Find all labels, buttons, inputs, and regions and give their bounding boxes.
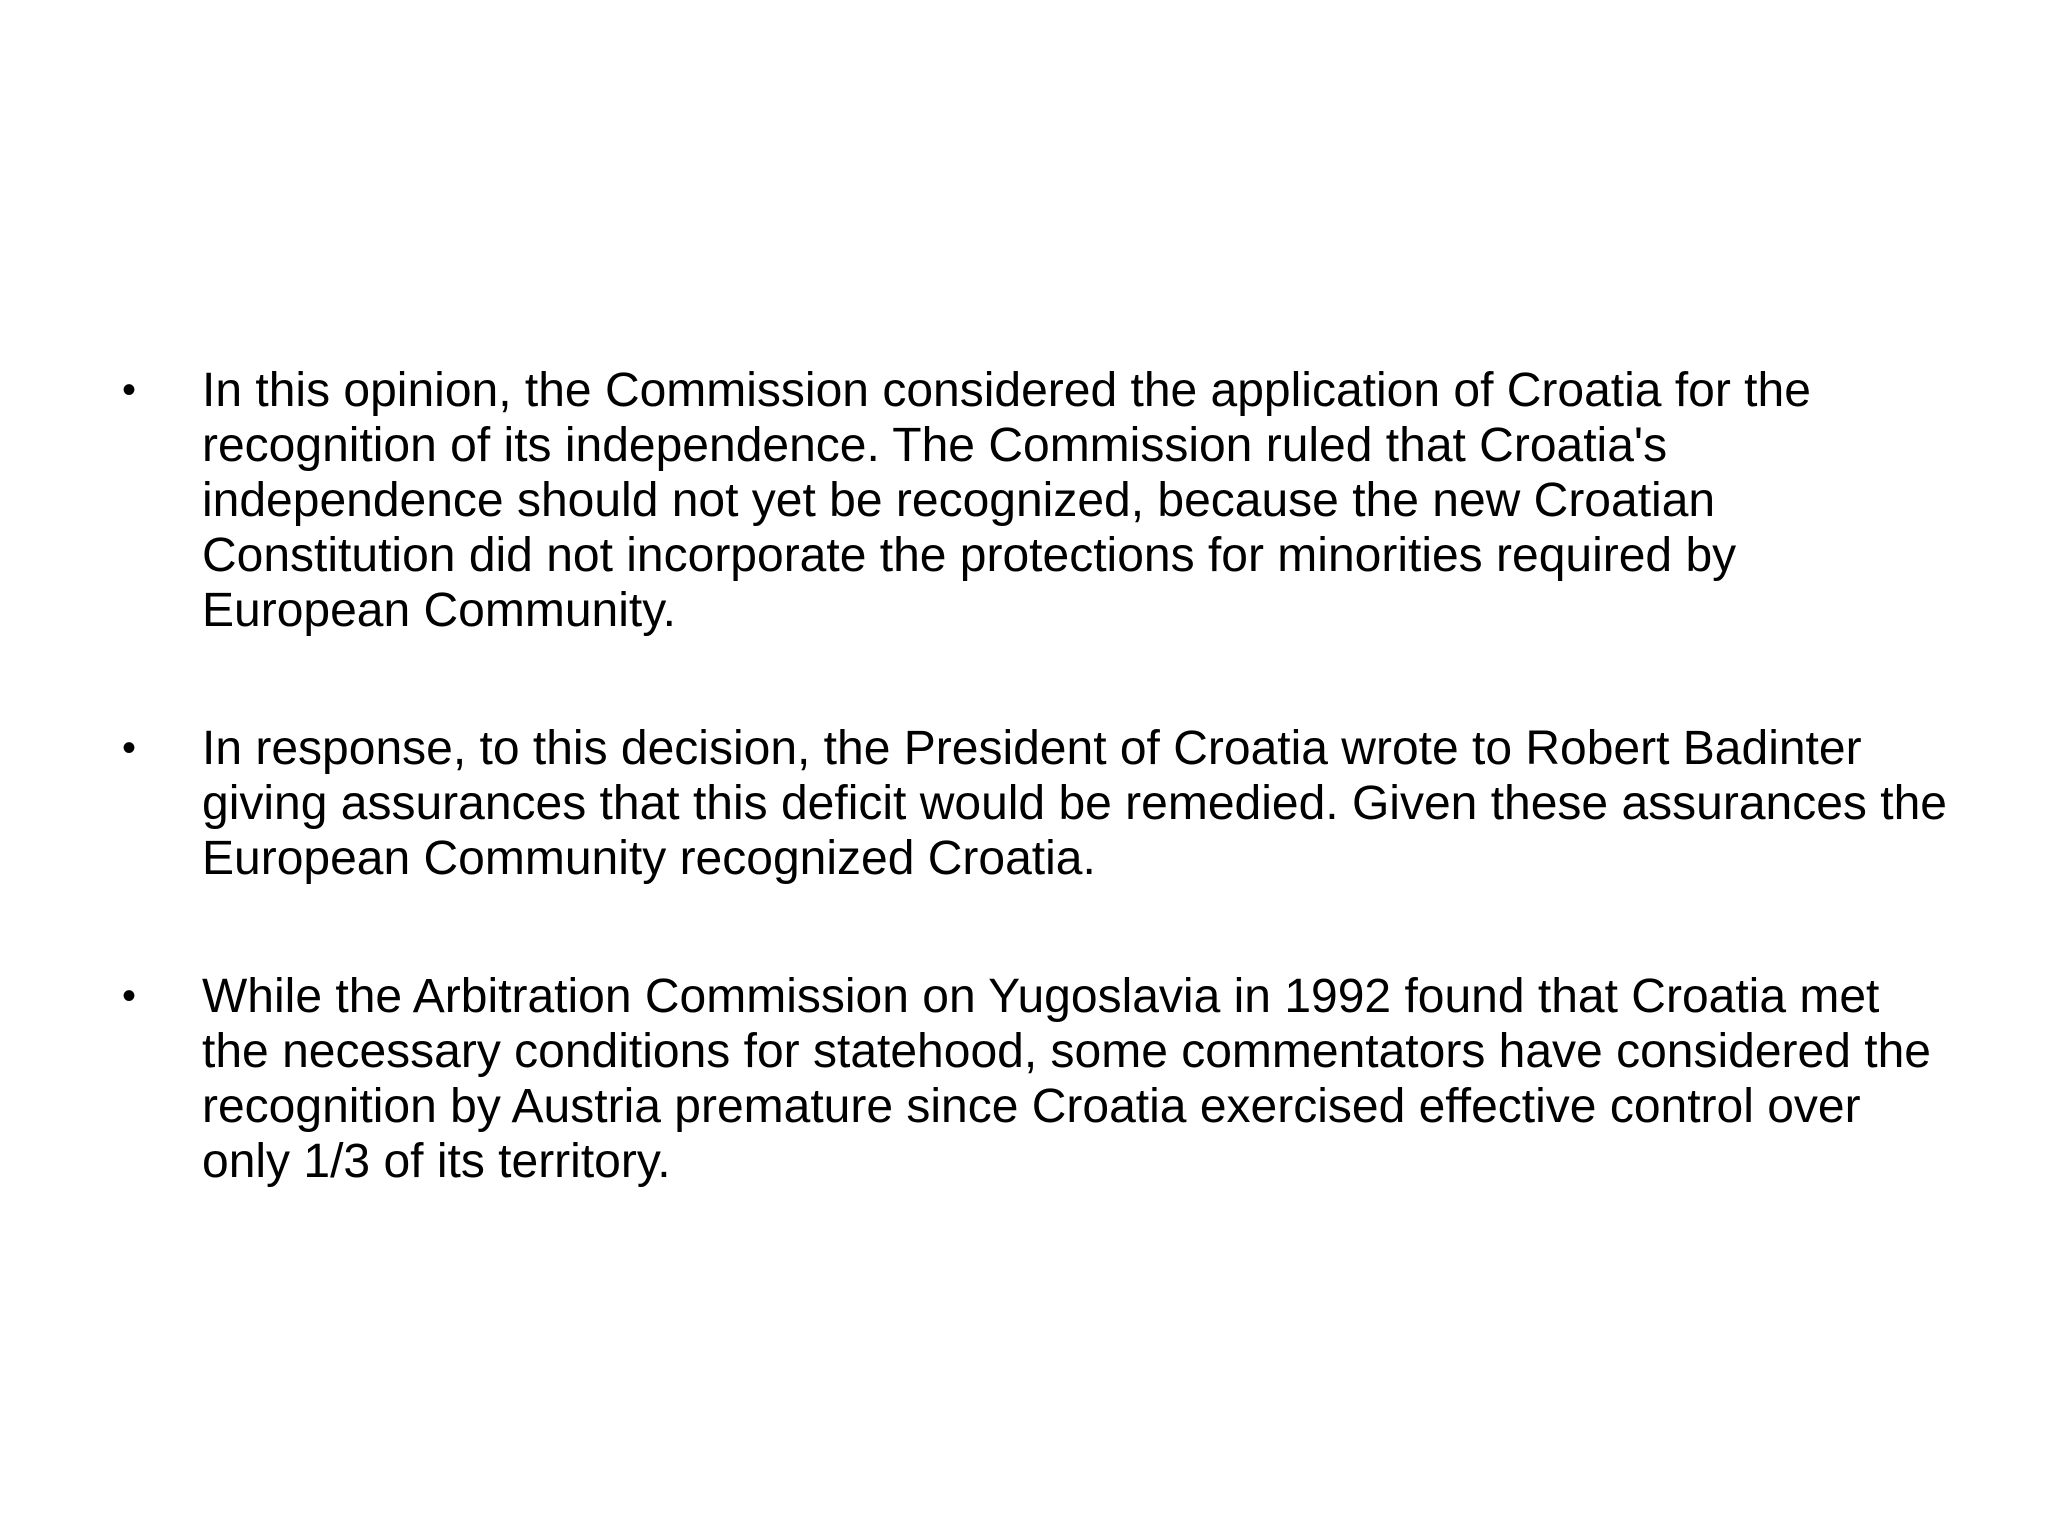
bullet-marker: • — [122, 726, 137, 770]
bullet-item — [120, 363, 1950, 638]
bullet-item — [120, 969, 1950, 1189]
bullet-list — [120, 363, 1950, 1189]
bullet-text: While the Arbitration Commission on Yugoslavia in 1992 found that Croatia met the necessary conditions for statehood, some commentators have considered the recognition by Austria premature since Croatia exercised effective control over only 1/3 of its territory. — [202, 970, 1931, 1188]
bullet-item — [120, 721, 1950, 886]
bullet-marker: • — [122, 974, 137, 1018]
bullet-text: In this opinion, the Commission considered the application of Croatia for the recognition of its independence. The Commission ruled that Croatia's independence should not yet be recognized, because the new Croatian Constitution did not incorporate the protections for minorities required by European Community. — [202, 364, 1811, 637]
bullet-text: In response, to this decision, the President of Croatia wrote to Robert Badinter giving assurances that this deficit would be remedied. Given these assurances the European Community recognized Croatia. — [202, 722, 1947, 885]
bullet-marker: • — [122, 368, 137, 412]
